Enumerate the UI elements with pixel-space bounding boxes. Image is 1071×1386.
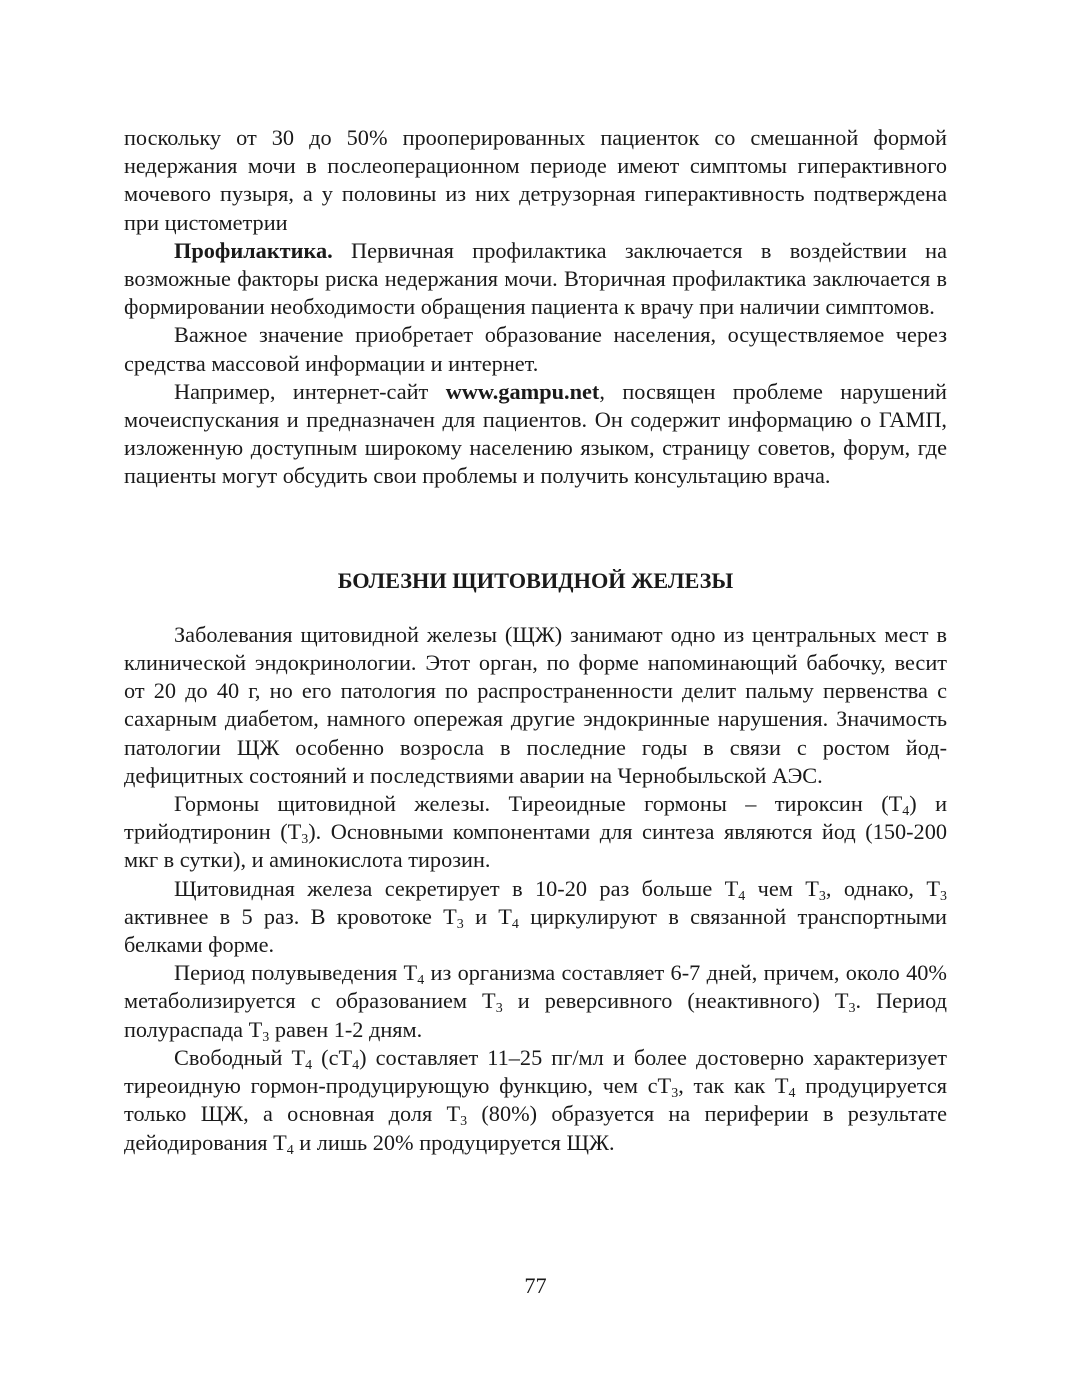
subscript: 4 xyxy=(417,973,425,989)
text-run: чем Т xyxy=(745,875,819,901)
subscript: 4 xyxy=(305,1057,313,1073)
paragraph-incontinence-outcome: поскольку от 30 до 50% прооперированных пациенток со смешанной формой недержания мочи в послеоперационном периоде имеют симптомы гиперактивного мочевого пузыря, а у половины из них детрузорная гиперактивность подтверждена при цистометрии xyxy=(124,125,947,235)
subscript: 3 xyxy=(456,916,464,932)
page-number: 77 xyxy=(524,1273,547,1298)
prophylaxis-text: Первичная профилактика заключается в воздействии на возможные факторы риска недержания мочи. Вторичная профилактика заключается в формировании необходимости обращения пациента к врачу при наличии симптомов. xyxy=(124,237,947,320)
subscript: 3 xyxy=(848,1001,856,1017)
website-text-before: Например, интернет-сайт xyxy=(174,378,446,404)
text-run: ) и трийодтиронин (Т xyxy=(124,791,948,845)
text-run: Свободный Т xyxy=(174,1044,306,1070)
text-run: ) составляет 11–25 пг/мл и более достоверно характеризует тиреоидную гормон-продуцирующую функцию, чем сТ xyxy=(124,1044,947,1099)
text-run: . Период полураспада Т xyxy=(124,988,948,1042)
subscript: 4 xyxy=(352,1057,360,1073)
text-run: Период полувыведения Т xyxy=(174,960,418,986)
paragraph-education: Важное значение приобретает образование населения, осуществляемое через средства массовой информации и интернет. xyxy=(124,322,947,376)
text-run: продуцируется только ЩЖ, а основная доля Т xyxy=(124,1073,947,1127)
text-run: (80%) образуется на периферии в результате дейодирования Т xyxy=(124,1101,947,1155)
text-run: и лишь 20% продуцируется ЩЖ. xyxy=(293,1129,615,1155)
paragraph-free-t4 xyxy=(124,1044,947,1157)
text-run: Гормоны щитовидной железы. Тиреоидные гормоны – тироксин (Т xyxy=(174,791,903,817)
subscript: 3 xyxy=(939,888,947,904)
subscript: 3 xyxy=(460,1114,468,1130)
paragraph-website xyxy=(124,378,947,491)
section-heading: БОЛЕЗНИ ЩИТОВИДНОЙ ЖЕЛЕЗЫ xyxy=(337,567,734,593)
page-body xyxy=(124,124,947,1157)
text-run: Щитовидная железа секретирует в 10-20 раз больше Т xyxy=(174,875,739,901)
website-url: www.gampu.net xyxy=(445,378,600,404)
text-run: циркулируют в связанной транспортными белками форме. xyxy=(124,903,947,958)
text-run: и реверсивного (неактивного) Т xyxy=(502,988,849,1014)
text-run: из организма составляет 6-7 дней, причем, около 40% метаболизируется с образованием Т xyxy=(124,960,947,1014)
text-run: активнее в 5 раз. В кровотоке Т xyxy=(124,903,457,929)
subscript: 3 xyxy=(495,1001,503,1017)
subscript: 3 xyxy=(818,888,826,904)
text-run: , так как Т xyxy=(678,1073,789,1099)
text-run: (сТ xyxy=(312,1044,353,1070)
subscript: 3 xyxy=(301,832,309,848)
subscript: 4 xyxy=(902,804,910,820)
paragraph-thyroid-hormones xyxy=(124,790,947,875)
paragraph-prophylaxis xyxy=(124,237,947,322)
subscript: 4 xyxy=(788,1086,796,1102)
paragraph-thyroid-intro: Заболевания щитовидной железы (ЩЖ) занимают одно из центральных мест в клинической эндокринологии. Этот орган, по форме напоминающий бабочку, весит от 20 до 40 г, но его патология по распространенности делит пальму первенства с сахарным диабетом, намного опережая другие эндокринные нарушения. Значимость патологии ЩЖ особенно возросла в последние годы в связи с ростом йод-дефицитных состояний и последствиями аварии на Чернобыльской АЭС. xyxy=(124,621,947,788)
subscript: 4 xyxy=(511,916,519,932)
paragraph-thyroid-secretion xyxy=(124,875,947,960)
text-run: ). Основными компонентами для синтеза являются йод (150-200 мкг в сутки), и аминокислота тирозин. xyxy=(124,819,947,873)
website-text-after: , посвящен проблеме нарушений мочеиспускания и предназначен для пациентов. Он содержит информацию о ГАМП, изложенную доступным широкому населению языком, страницу советов, форум, где пациенты могут обсудить свои проблемы и получить консультацию врача. xyxy=(124,378,947,489)
subscript: 3 xyxy=(671,1086,679,1102)
subscript: 4 xyxy=(286,1142,294,1158)
subscript: 4 xyxy=(738,888,746,904)
text-run: , однако, Т xyxy=(825,875,940,901)
text-run: равен 1-2 дням. xyxy=(269,1016,423,1042)
text-run: и Т xyxy=(463,903,512,929)
paragraph-half-life xyxy=(124,959,947,1044)
subscript: 3 xyxy=(262,1029,270,1045)
prophylaxis-lead: Профилактика. xyxy=(174,237,333,263)
